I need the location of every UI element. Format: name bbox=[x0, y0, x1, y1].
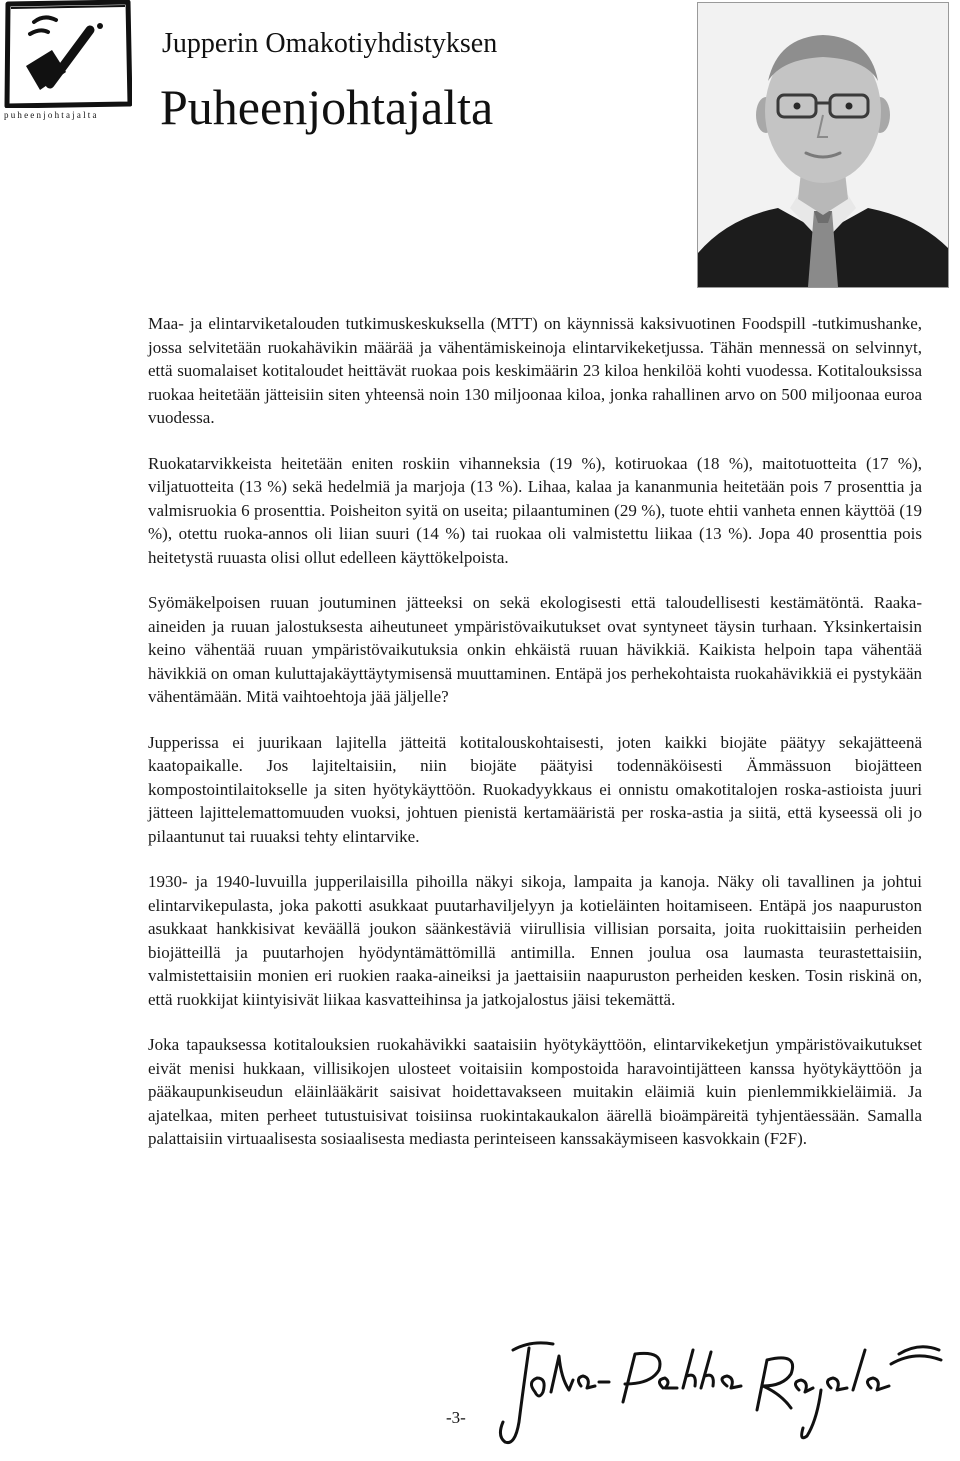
hammer-logo-icon bbox=[4, 0, 132, 108]
signature-drawing bbox=[495, 1330, 945, 1456]
article-paragraph: Jupperissa ei juurikaan lajitella jätteitä kotitalouskohtaisesti, joten kaikki biojäte päätyy sekajätteenä kaatopaikalle. Jos lajiteltaisiin, niin biojäte päätyisi todennäköisesti Ämmässuon biojätteen kompostointilaitokselle ja siten hyötykäyttöön. Ruokadyykkaus ei onnistu omakotitalojen roska-astioista juuri jätteen lajittelemattomuuden vuoksi, johtuen pienistä kertamääristä per roska-astia ja siitä, että kyseessä oli jo pilaantunut tai ruuaksi tehty elintarvike. bbox=[148, 732, 922, 846]
article-paragraph: Syömäkelpoisen ruuan joutuminen jätteeksi on sekä ekologisesti että taloudellisesti kestämätöntä. Raaka-aineiden ja ruuan jalostuksesta aiheutuneet ympäristövaikutukset ovat syntyneet täysin turhaan. Yksinkertaisin keino vähentää ruuan ympäristövaikutuksia onkin ehkäistä ruuan hävikkiä. Kaikista helpoin tapa vähentää hävikkiä on oman kuluttajakäyttäytymisensä muuttaminen. Entäpä jos perhekohtaista ruokahävikkiä ei pystykään vähentämään. Mitä vaihtoehtoja jää jäljelle? bbox=[148, 593, 922, 706]
article-paragraph: 1930- ja 1940-luvuilla jupperilaisilla pihoilla näkyi sikoja, lampaita ja kanoja. Näky oli tavallinen ja johtui elintarvikepulasta, joka pakotti asukkaat puutarhaviljelyyn ja kotieläinten hoitamiseen. Entäpä jos naapuruston asukkaat hankkisivat keväällä joukon säänkestäviä viirullisia villisian porsaita, joita ruokittaisiin perheiden biojätteillä ja puutarhojen hyödyntämättömillä antimilla. Ennen joulua osa laumasta teurastettaisiin, valmistettaisiin monien eri ruokien raaka-aineiksi ja jaettaisiin naapuruston perheiden kesken. Tosin riskinä on, että ruokkijat kiintyisivät liikaa kasvatteihinsa ja jatkojalostus jäisi tekemättä. bbox=[148, 872, 922, 1009]
article-paragraph: Maa- ja elintarviketalouden tutkimuskeskuksella (MTT) on käynnissä kaksivuotinen Foodspill -tutkimushanke, jossa selvitetään ruokahävikin määrää ja vähentämiskeinoja elintarvikeketjussa. Tähän mennessä on selvinnyt, että suomalaiset kotitaloudet heittävät ruokaa pois keskimäärin 23 kiloa henkilöä kohti vuodessa. Kotitalouksissa ruokaa heitetään jätteisiin siten yhteensä noin 130 miljoonaa kiloa, jonka rahallinen arvo on 500 miljoonaa euroa vuodessa. bbox=[148, 314, 922, 427]
organization-name: Jupperin Omakotiyhdistyksen bbox=[162, 28, 498, 59]
portrait-photo bbox=[697, 2, 949, 288]
article-paragraph: Ruokatarvikkeista heitetään eniten roskiin vihanneksia (19 %), kotiruokaa (18 %), maitotuotteita (17 %), viljatuotteita (13 %) sekä hedelmiä ja marjoja (13 %). Lihaa, kalaa ja kananmunia heitetään pois 7 prosenttia ja valmisruokia 6 prosenttia. Poisheiton syitä on useita; pilaantuminen (29 %), tuote ehtii vanheta ennen käyttöä (19 %), otettu ruoka-annos oli liian suuri (14 %) tai ruokaa oli valmistettu liikaa (13 %). Jopa 40 prosenttia pois heitetystä ruuasta olisi ollut edelleen käyttökelpoista. bbox=[148, 453, 922, 567]
logo-caption: puheenjohtajalta bbox=[4, 110, 99, 120]
handwritten-signature bbox=[495, 1330, 945, 1456]
article-body bbox=[148, 312, 922, 1173]
logo bbox=[0, 0, 134, 130]
portrait-illustration bbox=[698, 3, 948, 287]
article-paragraph: Joka tapauksessa kotitalouksien ruokahävikki saataisiin hyötykäyttöön, elintarvikeketjun ympäristövaikutukset eivät menisi hukkaan, villisikojen ulosteet voitaisiin kompostoida haravointijätteen kanssa hyötykäyttöön ja pääkaupunkiseudun eläinlääkärit saisivat hoidettavakseen muitakin eläimiä kuin pienlemmikkieläimiä. Ja ajatelkaa, miten perheet tutustuisivat toisiinsa ruokintakaukalon äärellä bioämpäreitä tyhjentäessään. Samalla palattaisiin virtuaalisesta sosiaalisesta mediasta perinteiseen kanssakäymiseen kasvokkain (F2F). bbox=[148, 1035, 922, 1148]
page-title: Puheenjohtajalta bbox=[160, 79, 494, 135]
page-number: -3- bbox=[446, 1408, 466, 1427]
